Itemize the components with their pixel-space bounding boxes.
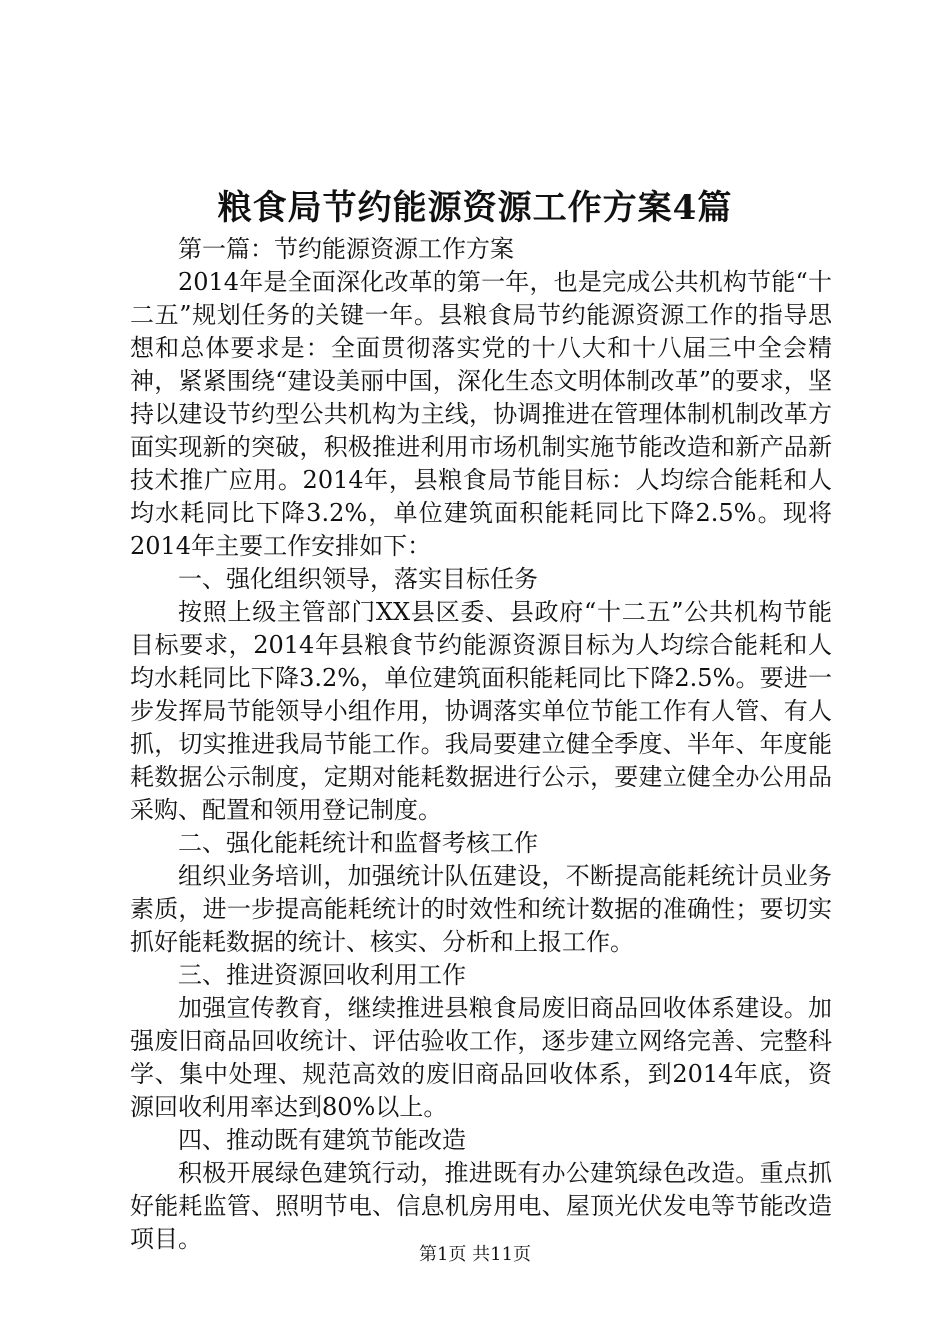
section-heading: 二、强化能耗统计和监督考核工作	[178, 829, 538, 857]
page-footer	[0, 1243, 950, 1267]
section-heading: 四、推动既有建筑节能改造	[178, 1126, 466, 1154]
body-paragraph: 积极开展绿色建筑行动，推进既有办公建筑绿色改造。重点抓好能耗监管、照明节电、信息机房用电、屋顶光伏发电等节能改造项目。	[130, 1159, 832, 1253]
document-body	[130, 233, 832, 1256]
body-paragraph: 按照上级主管部门XX县区委、县政府“十二五”公共机构节能目标要求，2014年县粮食节约能源资源目标为人均综合能耗和人均水耗同比下降3.2%，单位建筑面积能耗同比下降2.5%。要进一步发挥局节能领导小组作用，协调落实单位节能工作有人管、有人抓，切实推进我局节能工作。我局要建立健全季度、半年、年度能耗数据公示制度，定期对能耗数据进行公示，要建立健全办公用品采购、配置和领用登记制度。	[130, 598, 832, 824]
section-heading: 三、推进资源回收利用工作	[178, 961, 466, 989]
section-heading: 第一篇：节约能源资源工作方案	[178, 235, 514, 263]
page-indicator: 第1页 共11页	[418, 1244, 532, 1265]
section-heading: 一、强化组织领导，落实目标任务	[178, 565, 538, 593]
document-title: 粮食局节约能源资源工作方案4篇	[217, 188, 733, 228]
body-paragraph: 组织业务培训，加强统计队伍建设，不断提高能耗统计员业务素质，进一步提高能耗统计的时效性和统计数据的准确性；要切实抓好能耗数据的统计、核实、分析和上报工作。	[130, 862, 832, 956]
body-paragraph: 加强宣传教育，继续推进县粮食局废旧商品回收体系建设。加强废旧商品回收统计、评估验收工作，逐步建立网络完善、完整科学、集中处理、规范高效的废旧商品回收体系，到2014年底，资源回收利用率达到80%以上。	[130, 994, 832, 1121]
body-paragraph: 2014年是全面深化改革的第一年，也是完成公共机构节能“十二五”规划任务的关键一年。县粮食局节约能源资源工作的指导思想和总体要求是：全面贯彻落实党的十八大和十八届三中全会精神，紧紧围绕“建设美丽中国，深化生态文明体制改革”的要求，坚持以建设节约型公共机构为主线，协调推进在管理体制机制改革方面实现新的突破，积极推进利用市场机制实施节能改造和新产品新技术推广应用。2014年，县粮食局节能目标：人均综合能耗和人均水耗同比下降3.2%，单位建筑面积能耗同比下降2.5%。现将2014年主要工作安排如下：	[130, 268, 832, 560]
